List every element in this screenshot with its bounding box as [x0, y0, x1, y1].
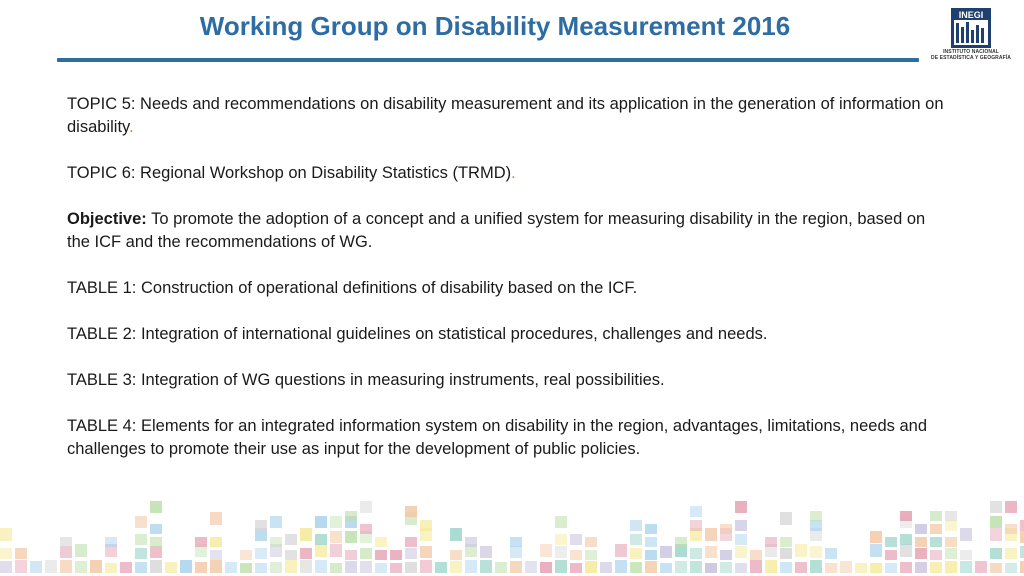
mosaic-tile [540, 544, 552, 557]
mosaic-tile [315, 516, 327, 528]
mosaic-tile [0, 528, 12, 541]
logo-line-1: INSTITUTO NACIONAL [943, 49, 999, 55]
mosaic-tile [780, 548, 792, 559]
mosaic-tile [615, 544, 627, 557]
mosaic-tile [735, 546, 747, 558]
mosaic-tile [570, 563, 582, 573]
mosaic-tile [930, 537, 942, 547]
mosaic-tile [645, 561, 657, 573]
mosaic-tile [150, 524, 162, 534]
mosaic-tile [150, 501, 162, 513]
mosaic-tile [945, 548, 957, 559]
mosaic-tile [900, 534, 912, 545]
mosaic-tile [375, 550, 387, 560]
mosaic-tile [810, 520, 822, 531]
mosaic-tile [240, 550, 252, 560]
mosaic-tile [300, 548, 312, 559]
mosaic-tile [150, 560, 162, 573]
mosaic-tile [825, 563, 837, 573]
mosaic-tile [270, 562, 282, 573]
mosaic-tile [795, 562, 807, 573]
mosaic-tile [630, 520, 642, 531]
mosaic-tile [690, 506, 702, 517]
mosaic-tile [630, 562, 642, 573]
mosaic-tile [210, 550, 222, 560]
mosaic-tile [255, 563, 267, 573]
mosaic-tile [195, 537, 207, 547]
mosaic-tile [255, 548, 267, 559]
mosaic-tile [555, 560, 567, 573]
table-1-paragraph: TABLE 1: Construction of operational definitions of disability based on the ICF. [67, 279, 638, 297]
mosaic-tile [900, 511, 912, 521]
mosaic-tile [810, 560, 822, 573]
mosaic-tile [270, 537, 282, 547]
mosaic-tile [360, 501, 372, 513]
mosaic-tile [555, 546, 567, 558]
mosaic-tile [765, 537, 777, 547]
mosaic-tile [915, 537, 927, 547]
mosaic-tile [990, 501, 1002, 513]
mosaic-tile [750, 550, 762, 560]
mosaic-tile [975, 561, 987, 573]
mosaic-tile [300, 560, 312, 573]
mosaic-tile [45, 560, 57, 573]
mosaic-tile [30, 561, 42, 573]
mosaic-tile [990, 548, 1002, 559]
mosaic-tile [135, 562, 147, 573]
mosaic-tile [705, 563, 717, 573]
slide-title: Working Group on Disability Measurement 2016 [199, 11, 791, 41]
mosaic-tile [285, 534, 297, 545]
mosaic-tile [375, 537, 387, 547]
mosaic-tile [990, 563, 1002, 573]
table-2-paragraph: TABLE 2: Integration of international guidelines on statistical procedures, challenges and needs. [67, 325, 768, 343]
mosaic-tile [615, 560, 627, 573]
mosaic-tile [315, 534, 327, 545]
mosaic-tile [630, 548, 642, 559]
mosaic-tile [585, 550, 597, 560]
mosaic-tile [915, 548, 927, 559]
mosaic-tile [915, 524, 927, 534]
mosaic-tile [555, 516, 567, 528]
mosaic-tile [540, 562, 552, 573]
mosaic-tile [465, 560, 477, 573]
mosaic-tile [885, 537, 897, 547]
mosaic-tile [690, 548, 702, 559]
mosaic-tile [990, 528, 1002, 541]
mosaic-tile [420, 546, 432, 558]
mosaic-tile [645, 524, 657, 534]
mosaic-tile [240, 563, 252, 573]
inegi-logo-icon [927, 8, 1015, 48]
mosaic-tile [810, 546, 822, 558]
mosaic-tile [210, 512, 222, 525]
mosaic-tile [630, 534, 642, 545]
mosaic-tile [930, 524, 942, 534]
mosaic-tile [150, 546, 162, 558]
objective-text: To promote the adoption of a concept and a unified system for measuring disability in the region, based on the ICF and the recommendations of WG. [67, 210, 926, 251]
mosaic-tile [945, 520, 957, 531]
mosaic-tile [720, 524, 732, 534]
mosaic-tile [990, 516, 1002, 528]
mosaic-tile [300, 528, 312, 541]
mosaic-tile [450, 528, 462, 541]
mosaic-tile [930, 550, 942, 560]
mosaic-tile [780, 562, 792, 573]
topic-6-text: TOPIC 6: Regional Workshop on Disability Statistics (TRMD) [67, 164, 512, 182]
mosaic-tile [660, 563, 672, 573]
mosaic-tile [1020, 520, 1024, 531]
mosaic-tile [645, 550, 657, 560]
mosaic-tile [510, 546, 522, 558]
mosaic-tile [705, 528, 717, 541]
mosaic-tile [480, 546, 492, 558]
mosaic-tile [960, 561, 972, 573]
mosaic-tile [255, 520, 267, 531]
mosaic-tile [960, 550, 972, 560]
mosaic-tile [855, 563, 867, 573]
mosaic-tile [930, 562, 942, 573]
mosaic-tile [495, 562, 507, 573]
mosaic-tile [330, 544, 342, 557]
objective-label: Objective: [67, 210, 147, 228]
mosaic-tile [450, 550, 462, 560]
decorative-mosaic-footer [0, 500, 1024, 576]
slide-body [67, 93, 952, 461]
mosaic-tile [945, 537, 957, 547]
mosaic-tile [405, 548, 417, 559]
mosaic-tile [510, 537, 522, 547]
mosaic-tile [780, 537, 792, 547]
mosaic-tile [885, 563, 897, 573]
mosaic-tile [900, 544, 912, 557]
mosaic-tile [135, 516, 147, 528]
table-4-paragraph: TABLE 4: Elements for an integrated information system on disability in the region, advantages, limitations, needs and challenges to promote their use as input for the development of public policies. [67, 417, 927, 458]
mosaic-tile [0, 561, 12, 573]
mosaic-tile [945, 511, 957, 521]
logo-caption [927, 49, 1015, 61]
mosaic-tile [330, 516, 342, 528]
mosaic-tile [1005, 524, 1017, 534]
mosaic-tile [150, 537, 162, 547]
objective-paragraph [67, 208, 952, 254]
mosaic-tile [60, 537, 72, 547]
mosaic-tile [870, 531, 882, 543]
topic-5-paragraph [67, 93, 952, 139]
mosaic-tile [225, 562, 237, 573]
mosaic-tile [1005, 548, 1017, 559]
mosaic-tile [405, 537, 417, 547]
mosaic-tile [735, 501, 747, 513]
mosaic-tile [690, 561, 702, 573]
mosaic-tile [1005, 563, 1017, 573]
mosaic-tile [960, 528, 972, 541]
mosaic-tile [660, 546, 672, 558]
mosaic-tile [15, 560, 27, 573]
mosaic-tile [210, 560, 222, 573]
mosaic-tile [330, 531, 342, 543]
mosaic-tile [1020, 561, 1024, 573]
mosaic-tile [915, 562, 927, 573]
mosaic-tile [870, 563, 882, 573]
mosaic-tile [705, 546, 717, 558]
mosaic-tile [765, 560, 777, 573]
mosaic-tile [75, 561, 87, 573]
mosaic-tile [390, 550, 402, 560]
mosaic-tile [390, 563, 402, 573]
logo-acronym: INEGI [958, 10, 984, 20]
mosaic-tile [435, 562, 447, 573]
mosaic-tile [330, 563, 342, 573]
mosaic-tile [600, 562, 612, 573]
mosaic-tile [180, 560, 192, 573]
mosaic-tile [375, 563, 387, 573]
mosaic-tile [945, 561, 957, 573]
mosaic-tile [15, 548, 27, 559]
mosaic-tile [570, 550, 582, 560]
mosaic-tile [120, 562, 132, 573]
logo-line-2: DE ESTADÍSTICA Y GEOGRAFÍA [931, 55, 1011, 61]
mosaic-tile [1005, 501, 1017, 513]
mosaic-tile [795, 544, 807, 557]
mosaic-tile [315, 544, 327, 557]
mosaic-tile [405, 506, 417, 517]
title-underline [57, 58, 919, 62]
mosaic-tile [135, 548, 147, 559]
mosaic-tile [735, 563, 747, 573]
mosaic-tile [870, 544, 882, 557]
mosaic-tile [420, 560, 432, 573]
topic-5-period: . [129, 118, 134, 136]
mosaic-tile [900, 562, 912, 573]
mosaic-tile [720, 562, 732, 573]
mosaic-tile [0, 548, 12, 559]
mosaic-tile [465, 537, 477, 547]
mosaic-tile [405, 562, 417, 573]
mosaic-tile [675, 537, 687, 547]
mosaic-tile [420, 520, 432, 531]
mosaic-tile [1020, 531, 1024, 543]
mosaic-tile [345, 561, 357, 573]
mosaic-tile [525, 561, 537, 573]
mosaic-tile [1020, 546, 1024, 558]
mosaic-tile [60, 560, 72, 573]
mosaic-tile [450, 561, 462, 573]
mosaic-tile [105, 537, 117, 547]
mosaic-tile [690, 520, 702, 531]
mosaic-tile [75, 544, 87, 557]
mosaic-tile [645, 537, 657, 547]
mosaic-tile [360, 548, 372, 559]
mosaic-tile [825, 548, 837, 559]
mosaic-tile [480, 560, 492, 573]
mosaic-tile [360, 524, 372, 534]
mosaic-tile [285, 550, 297, 560]
mosaic-tile [735, 520, 747, 531]
mosaic-tile [675, 561, 687, 573]
mosaic-tile [885, 550, 897, 560]
mosaic-tile [90, 560, 102, 573]
mosaic-tile [135, 534, 147, 545]
mosaic-tile [210, 537, 222, 547]
topic-5-text: TOPIC 5: Needs and recommendations on disability measurement and its application in the generation of information on disability [67, 95, 944, 136]
mosaic-tile [735, 534, 747, 545]
mosaic-tile [510, 561, 522, 573]
mosaic-tile [285, 560, 297, 573]
mosaic-tile [585, 561, 597, 573]
topic-6-period: . [511, 164, 516, 182]
mosaic-tile [555, 534, 567, 545]
mosaic-tile [930, 511, 942, 521]
mosaic-tile [840, 561, 852, 573]
inegi-logo [927, 8, 1015, 60]
mosaic-tile [780, 512, 792, 525]
mosaic-tile [585, 537, 597, 547]
mosaic-tile [195, 562, 207, 573]
mosaic-tile [570, 534, 582, 545]
mosaic-tile [345, 511, 357, 521]
mosaic-tile [810, 511, 822, 521]
mosaic-tile [360, 561, 372, 573]
mosaic-tile [315, 560, 327, 573]
mosaic-tile [270, 516, 282, 528]
mosaic-tile [720, 550, 732, 560]
topic-6-paragraph [67, 162, 952, 185]
mosaic-tile [750, 560, 762, 573]
table-3-paragraph: TABLE 3: Integration of WG questions in measuring instruments, real possibilities. [67, 371, 665, 389]
mosaic-tile [105, 563, 117, 573]
mosaic-tile [345, 550, 357, 560]
mosaic-tile [60, 546, 72, 558]
mosaic-tile [345, 531, 357, 543]
mosaic-tile [165, 562, 177, 573]
